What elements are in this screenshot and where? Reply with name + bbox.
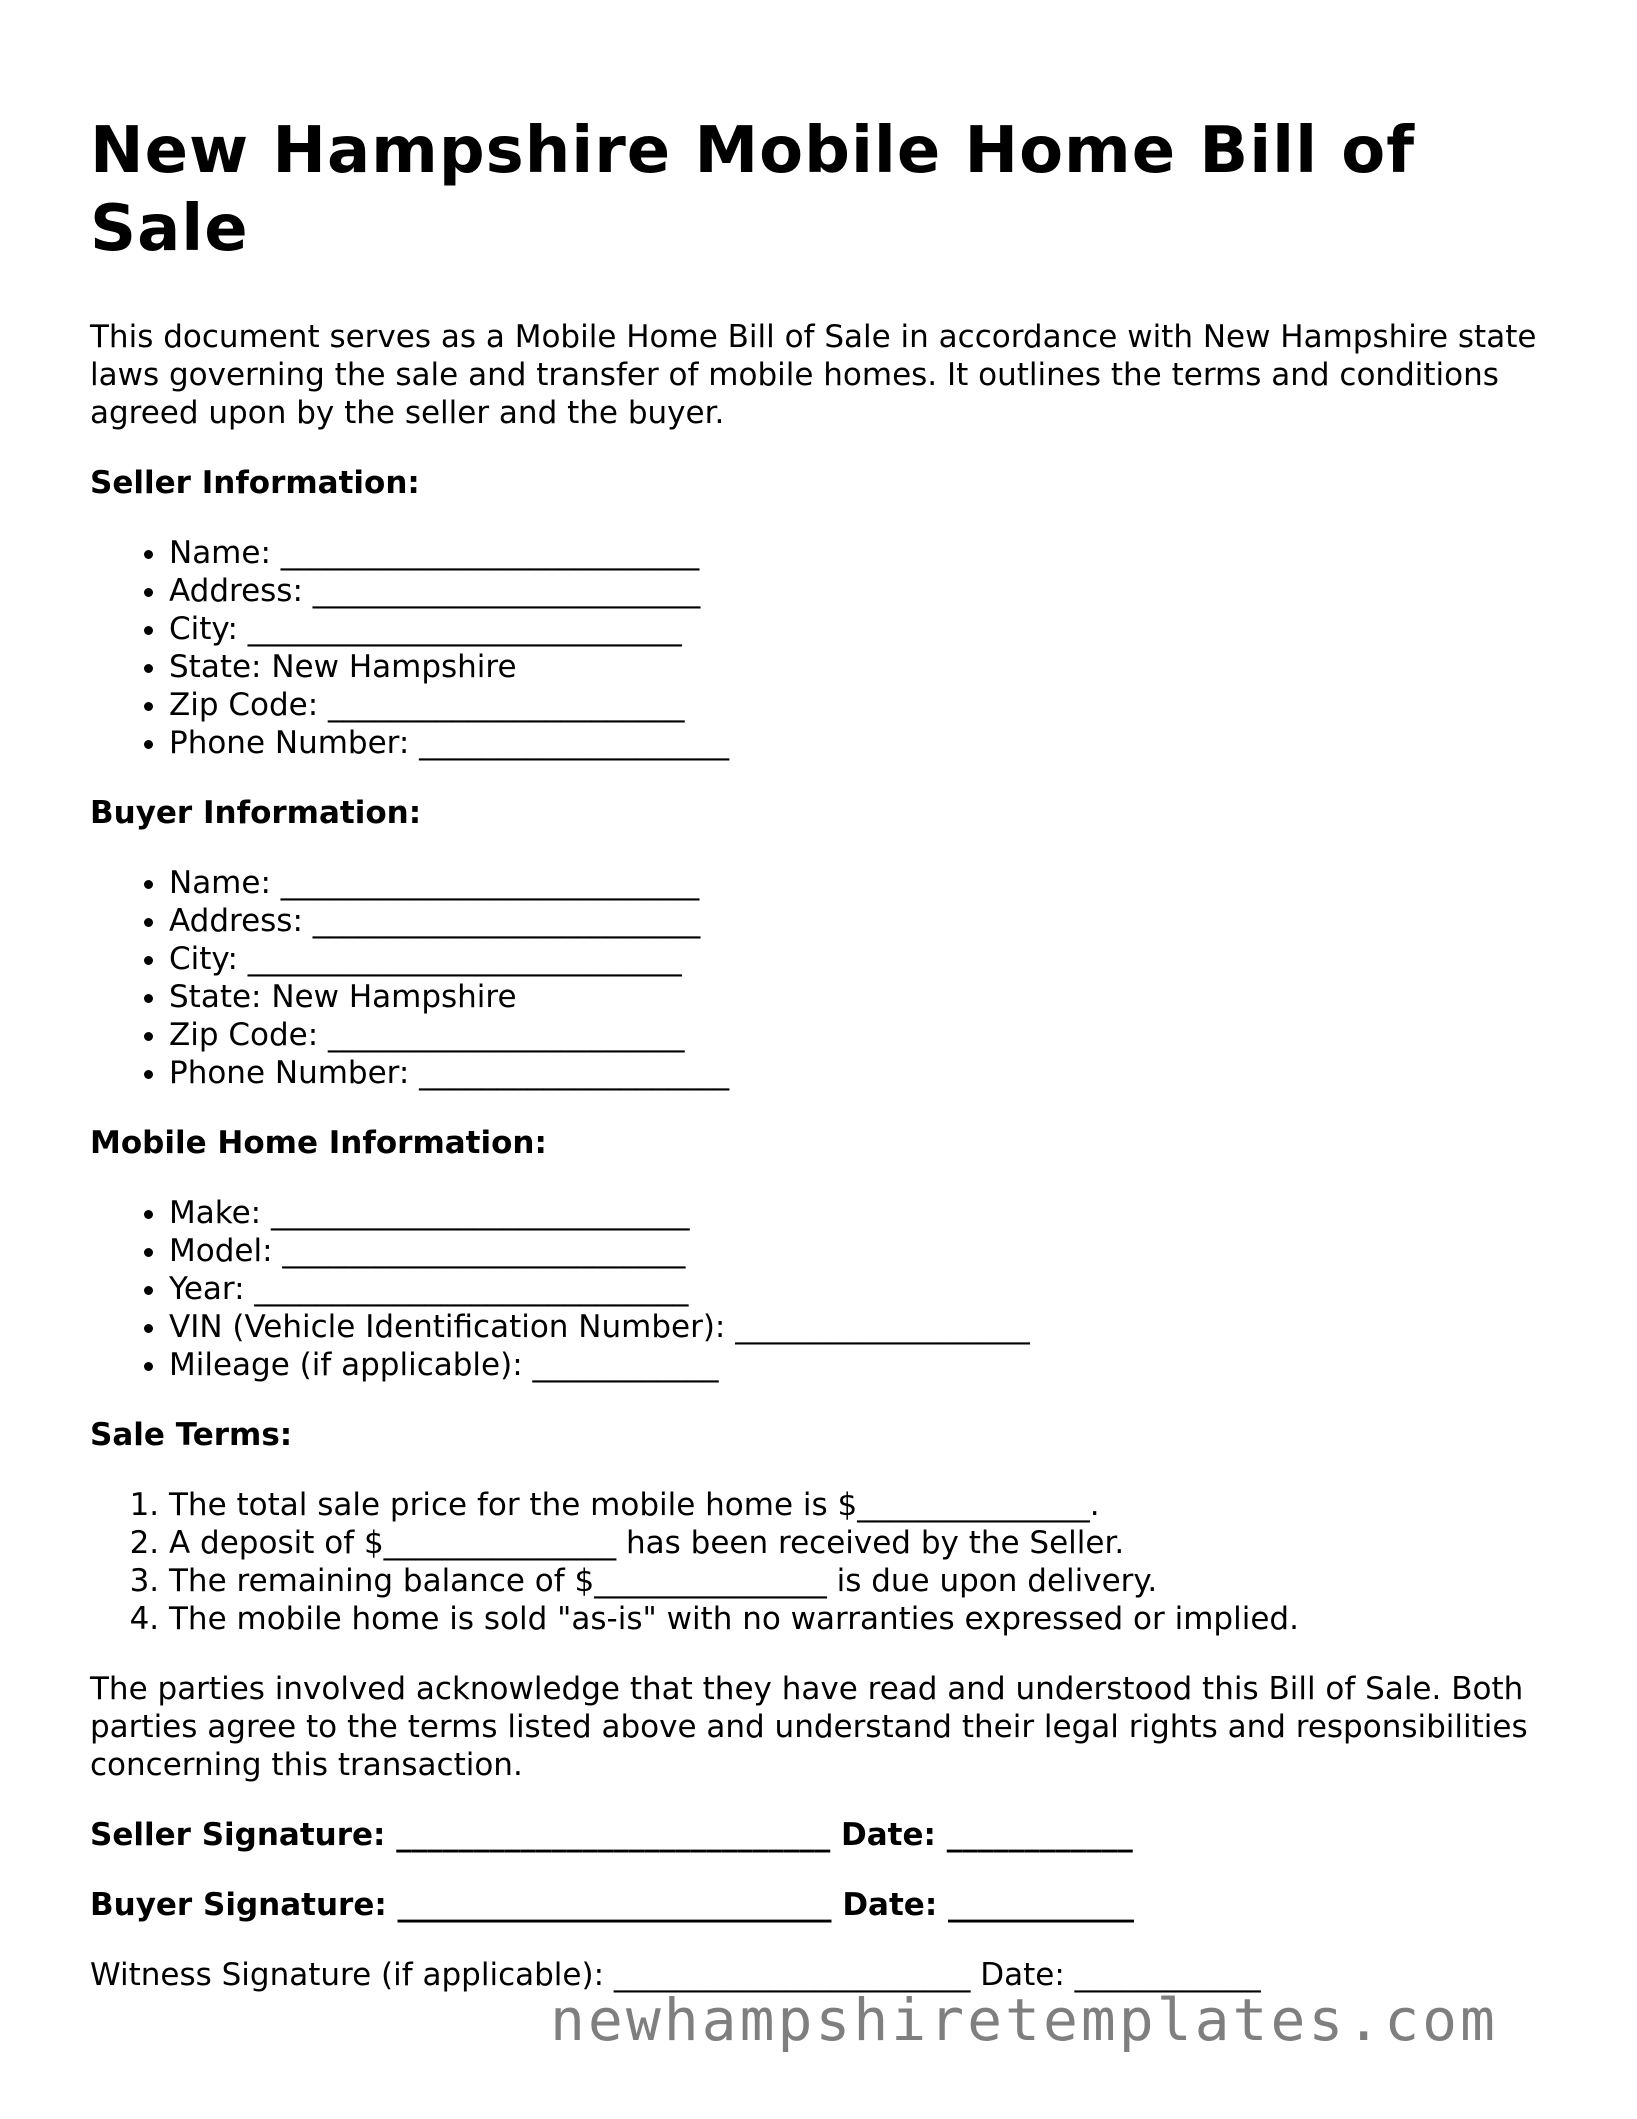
seller-signature-line: Seller Signature: ____________________________ Date: ____________ xyxy=(90,1817,1133,1853)
sale-term-as-is: 4. The mobile home is sold "as-is" with no warranties expressed or implied. xyxy=(169,1600,1550,1638)
site-watermark: newhampshiretemplates.com xyxy=(550,1986,1498,2054)
intro-paragraph: This document serves as a Mobile Home Bill of Sale in accordance with New Hampshire state laws governing the sale and transfer of mobile homes. It outlines the terms and conditions agreed upon by the seller and the buyer. xyxy=(90,319,1537,431)
buyer-state-field: • State: New Hampshire xyxy=(169,978,1550,1016)
make-field: • Make: ___________________________ xyxy=(169,1194,1550,1232)
mobile-home-list xyxy=(90,1194,1550,1384)
seller-state-field: • State: New Hampshire xyxy=(169,648,1550,686)
seller-list xyxy=(90,534,1550,762)
sale-term-balance: 3. The remaining balance of $_______________ is due upon delivery. xyxy=(169,1562,1550,1600)
buyer-list xyxy=(90,864,1550,1092)
seller-address-field: • Address: _________________________ xyxy=(169,572,1550,610)
model-field: • Model: __________________________ xyxy=(169,1232,1550,1270)
acknowledgement-paragraph: The parties involved acknowledge that they have read and understood this Bill of Sale. Both parties agree to the terms listed above and understand their legal rights and responsibilities concerning this transaction. xyxy=(90,1671,1528,1783)
buyer-address-field: • Address: _________________________ xyxy=(169,902,1550,940)
vin-field: • VIN (Vehicle Identification Number): ___________________ xyxy=(169,1308,1550,1346)
sale-terms-list xyxy=(90,1486,1550,1638)
sale-term-price: 1. The total sale price for the mobile home is $_______________. xyxy=(169,1486,1550,1524)
buyer-heading: Buyer Information: xyxy=(90,795,422,831)
buyer-city-field: • City: ____________________________ xyxy=(169,940,1550,978)
seller-zip-field: • Zip Code: _______________________ xyxy=(169,686,1550,724)
sale-term-deposit: 2. A deposit of $_______________ has been received by the Seller. xyxy=(169,1524,1550,1562)
mobile-home-heading: Mobile Home Information: xyxy=(90,1125,547,1161)
buyer-zip-field: • Zip Code: _______________________ xyxy=(169,1016,1550,1054)
sale-terms-heading: Sale Terms: xyxy=(90,1417,293,1453)
mileage-field: • Mileage (if applicable): ____________ xyxy=(169,1346,1550,1384)
page-title: New Hampshire Mobile Home Bill of Sale xyxy=(90,114,1416,266)
year-field: • Year: ____________________________ xyxy=(169,1270,1550,1308)
buyer-name-field: • Name: ___________________________ xyxy=(169,864,1550,902)
document-page xyxy=(90,112,1550,2026)
buyer-phone-field: • Phone Number: ____________________ xyxy=(169,1054,1550,1092)
witness-signature-line: Witness Signature (if applicable): _______________________ Date: ____________ xyxy=(90,1957,1261,1993)
seller-heading: Seller Information: xyxy=(90,465,420,501)
seller-city-field: • City: ____________________________ xyxy=(169,610,1550,648)
buyer-signature-line: Buyer Signature: ____________________________ Date: ____________ xyxy=(90,1887,1135,1923)
seller-phone-field: • Phone Number: ____________________ xyxy=(169,724,1550,762)
seller-name-field: • Name: ___________________________ xyxy=(169,534,1550,572)
